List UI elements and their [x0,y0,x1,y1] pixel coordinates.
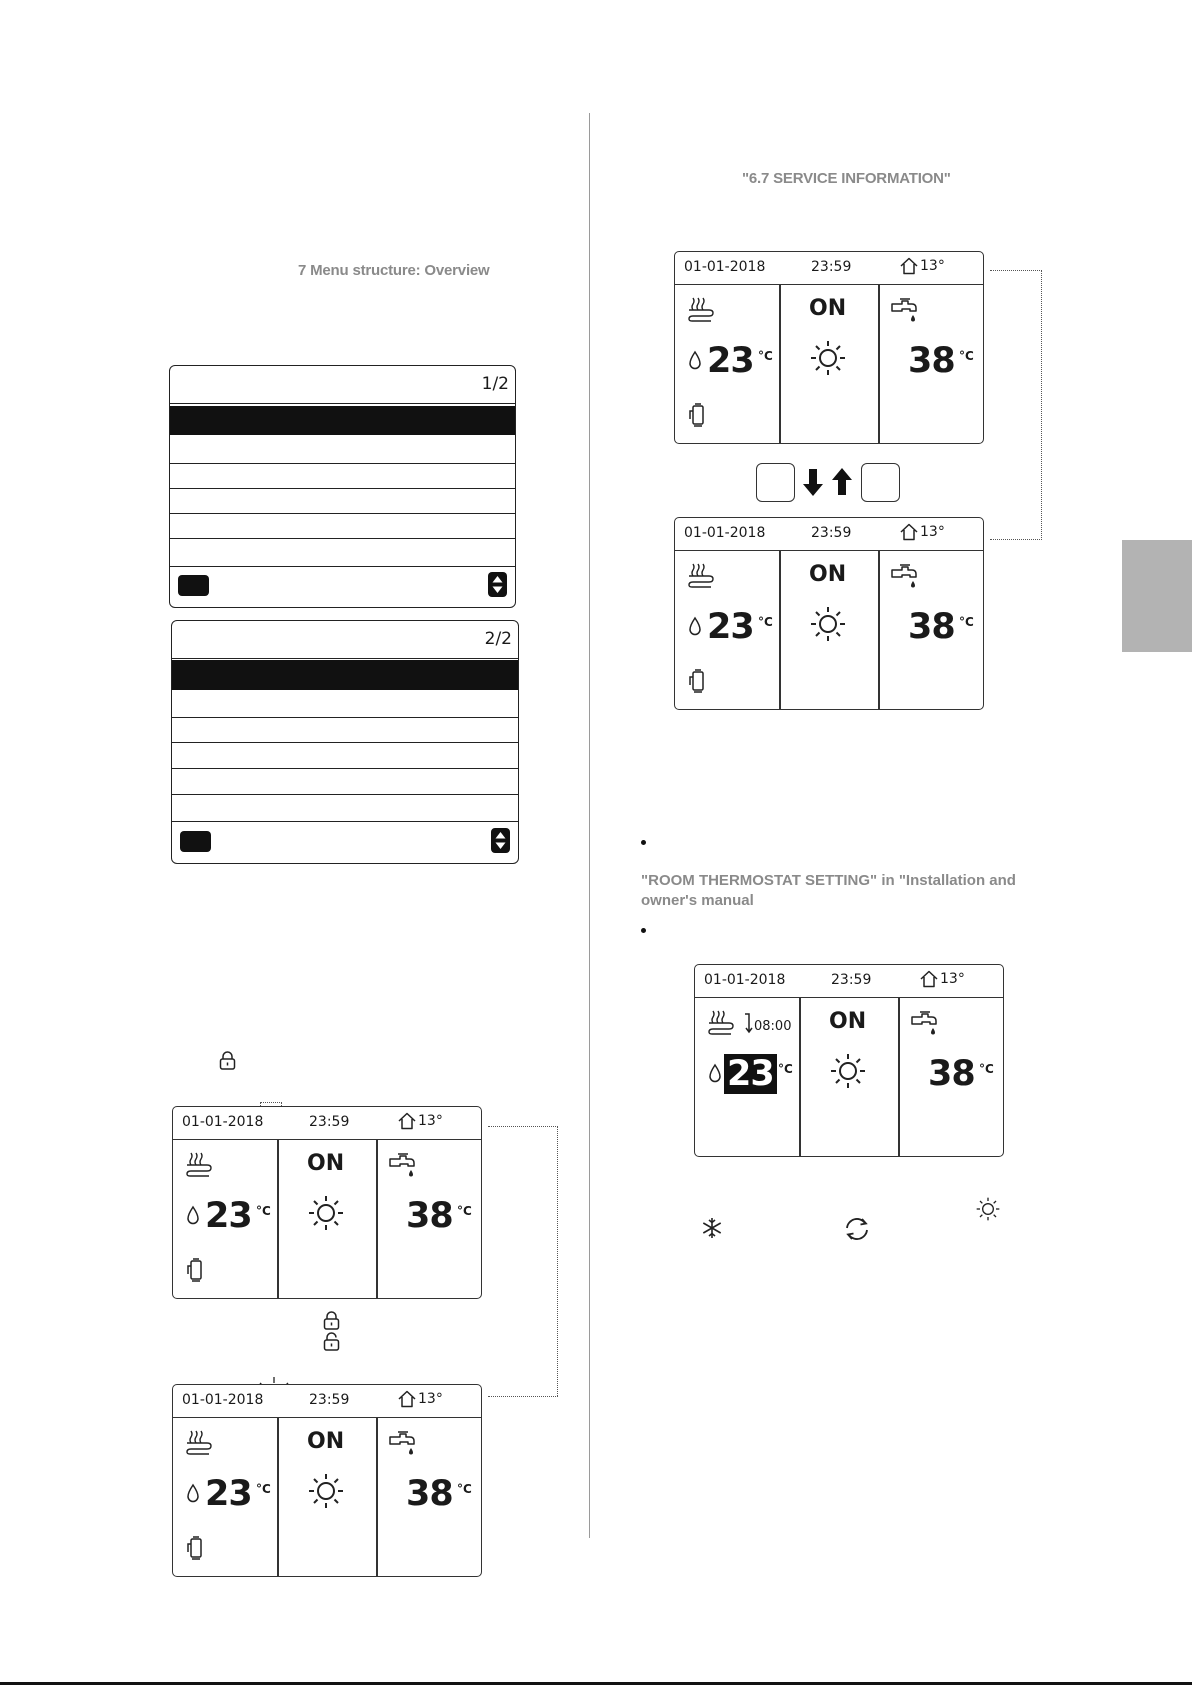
bullet [641,928,646,933]
room-temp-value[interactable]: 23 [707,607,754,647]
note-line: owner's manual [641,892,754,909]
time-label: 23:59 [309,1114,350,1130]
column-divider [589,113,590,1538]
outdoor-temp [899,257,945,275]
house-icon [397,1112,417,1130]
date-label: 01-01-2018 [182,1392,264,1408]
connector-line [990,270,1042,271]
unit-label: °C [457,1204,472,1218]
droplet-icon [688,350,702,374]
scroll-updown-icon[interactable] [488,572,507,597]
compressor-icon [185,1257,205,1287]
menu-item[interactable] [170,513,515,514]
status-bar [675,252,983,285]
home-screen [674,251,984,444]
panel-divider [799,997,801,1156]
snowflake-icon [700,1216,724,1244]
connector-line [990,539,1042,540]
compressor-icon [687,668,707,698]
outdoor-temp [397,1390,443,1408]
water-temp-value[interactable]: 38 [406,1196,453,1236]
auto-mode-icon [843,1216,871,1246]
timer-indicator [743,1012,791,1034]
panel-divider [376,1417,378,1576]
sun-icon[interactable] [810,340,846,380]
floor-heating-icon[interactable] [687,562,715,592]
panel-divider [878,284,880,443]
home-screen [172,1106,482,1299]
house-icon [899,257,919,275]
menu-structure-reference: 7 Menu structure: Overview [298,262,490,279]
bullet [641,840,646,845]
menu-item[interactable] [170,488,515,489]
floor-heating-icon[interactable] [707,1009,735,1039]
unit-label: °C [758,349,773,363]
date-label: 01-01-2018 [182,1114,264,1130]
droplet-icon [688,616,702,640]
mode-status[interactable]: ON [307,1429,345,1454]
time-label: 23:59 [309,1392,350,1408]
droplet-icon [708,1063,722,1087]
page-indicator: 1/2 [481,374,509,394]
mode-status[interactable]: ON [307,1151,345,1176]
tap-icon[interactable] [889,296,919,330]
note-line: "ROOM THERMOSTAT SETTING" in "Installation and [641,872,1016,889]
scroll-updown-icon[interactable] [491,828,510,853]
unit-label: °C [758,615,773,629]
panel-divider [898,997,900,1156]
thermostat-note [641,871,1039,911]
floor-heating-icon[interactable] [185,1151,213,1181]
outdoor-temp-value: 13° [940,971,965,987]
date-label: 01-01-2018 [704,972,786,988]
unit-label: °C [256,1204,271,1218]
tap-icon[interactable] [889,562,919,596]
outdoor-temp-value: 13° [920,524,945,540]
outdoor-temp-value: 13° [418,1113,443,1129]
menu-item[interactable] [172,717,518,718]
time-label: 23:59 [811,259,852,275]
mode-status[interactable]: ON [829,1009,867,1034]
water-temp-value[interactable]: 38 [406,1474,453,1514]
unit-label: °C [256,1482,271,1496]
unit-label: °C [959,615,974,629]
service-info-reference: "6.7 SERVICE INFORMATION" [742,170,951,187]
outdoor-temp [397,1112,443,1130]
sun-icon [976,1197,1000,1225]
room-temp-value[interactable]: 23 [707,341,754,381]
chapter-tab [1122,540,1192,652]
floor-heating-icon[interactable] [687,296,715,326]
date-label: 01-01-2018 [684,259,766,275]
home-screen [694,964,1004,1157]
water-temp-value[interactable]: 38 [908,341,955,381]
menu-row-divider [170,403,515,404]
water-temp-value[interactable]: 38 [928,1054,975,1094]
connector-line [557,1126,558,1396]
menu-row-divider [172,658,518,659]
outdoor-temp [899,523,945,541]
floor-heating-icon[interactable] [185,1429,213,1459]
house-icon [397,1390,417,1408]
menu-item[interactable] [170,463,515,464]
tap-icon[interactable] [909,1009,939,1043]
menu-footer-divider [170,566,515,567]
droplet-icon [186,1483,200,1507]
page-indicator: 2/2 [484,629,512,649]
sun-icon[interactable] [308,1473,344,1513]
compressor-icon [185,1535,205,1565]
panel-divider [277,1139,279,1298]
menu-item[interactable] [172,742,518,743]
status-bar [173,1107,481,1140]
status-bar [173,1385,481,1418]
tap-icon[interactable] [387,1151,417,1185]
sun-icon[interactable] [308,1195,344,1235]
mode-status[interactable]: ON [809,296,847,321]
connector-line [1041,270,1042,540]
panel-divider [277,1417,279,1576]
droplet-icon [186,1205,200,1229]
menu-item[interactable] [170,538,515,539]
tap-icon[interactable] [387,1429,417,1463]
outdoor-temp [919,970,965,988]
key-button[interactable] [861,463,900,502]
ok-button[interactable] [180,831,211,852]
arrow-up-icon [831,467,853,501]
outdoor-temp-value: 13° [920,258,945,274]
connector-line [488,1396,558,1397]
home-screen [172,1384,482,1577]
time-label: 23:59 [831,972,872,988]
panel-divider [779,550,781,709]
outdoor-temp-value: 13° [418,1391,443,1407]
menu-item[interactable] [172,794,518,795]
time-label: 23:59 [811,525,852,541]
unlock-icon [323,1332,340,1356]
status-bar [695,965,1003,998]
room-temp-value[interactable]: 23 [724,1054,777,1094]
arrow-down-icon [802,467,824,501]
house-icon [919,970,939,988]
unit-label: °C [959,349,974,363]
sun-icon[interactable] [830,1053,866,1093]
connector-line [488,1126,558,1127]
compressor-icon [687,402,707,432]
house-icon [899,523,919,541]
sun-icon[interactable] [810,606,846,646]
menu-item-selected[interactable] [170,406,515,435]
ok-button[interactable] [178,575,209,596]
menu-page-2 [171,620,519,864]
timer-arrow-icon [743,1012,753,1034]
status-bar [675,518,983,551]
home-screen [674,517,984,710]
timer-value: 08:00 [754,1019,792,1034]
unit-label: °C [457,1482,472,1496]
menu-page-1 [169,365,516,608]
panel-divider [376,1139,378,1298]
menu-footer-divider [172,821,518,822]
date-label: 01-01-2018 [684,525,766,541]
key-button[interactable] [756,463,795,502]
room-temp-value[interactable]: 23 [205,1474,252,1514]
panel-divider [779,284,781,443]
lock-icon [219,1051,236,1075]
mode-status[interactable]: ON [809,562,847,587]
panel-divider [878,550,880,709]
room-temp-value[interactable]: 23 [205,1196,252,1236]
unit-label: °C [979,1062,994,1076]
water-temp-value[interactable]: 38 [908,607,955,647]
unit-label: °C [778,1062,793,1076]
menu-item-selected[interactable] [172,660,518,690]
menu-item[interactable] [172,768,518,769]
